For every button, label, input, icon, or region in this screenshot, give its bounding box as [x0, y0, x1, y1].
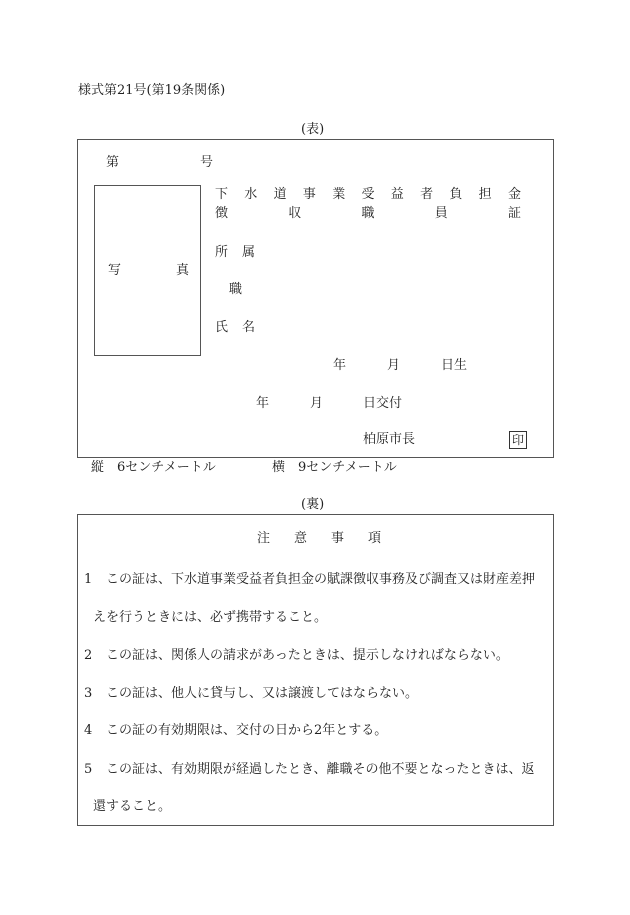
notes-heading-1: 注 — [257, 531, 271, 546]
photo-label-last: 真 — [176, 263, 190, 278]
issue-month-label: 月 — [310, 396, 324, 411]
issuer-name: 柏原市長 — [363, 432, 416, 447]
size-note-width: 横 9センチメートル — [272, 460, 397, 475]
note-1-number: 1 — [84, 572, 93, 587]
birth-year-label: 年 — [333, 358, 347, 373]
number-label-last: 号 — [200, 155, 214, 170]
back-card — [77, 514, 554, 826]
note-4-text: この証の有効期限は、交付の日から2年とする。 — [106, 723, 388, 738]
affiliation-label-last: 属 — [242, 245, 256, 260]
card-title-line1: 下 水 道 事 業 受 益 者 負 担 金 — [215, 187, 521, 202]
birth-day-label: 日生 — [441, 358, 468, 373]
back-section-label: (裏) — [301, 497, 325, 512]
notes-heading-3: 事 — [331, 531, 345, 546]
photo-label-first: 写 — [108, 263, 122, 278]
note-4-number: 4 — [84, 723, 93, 738]
front-section-label: (表) — [301, 122, 325, 137]
position-label: 職 — [229, 282, 243, 297]
note-3-text: この証は、他人に貸与し、又は譲渡してはならない。 — [106, 686, 419, 701]
note-5-number: 5 — [84, 762, 93, 777]
name-label-first: 氏 — [215, 320, 229, 335]
note-1-text-line2: えを行うときには、必ず携帯すること。 — [93, 610, 328, 625]
notes-heading-4: 項 — [368, 531, 382, 546]
name-label-last: 名 — [242, 320, 256, 335]
note-2-text: この証は、関係人の請求があったときは、提示しなければならない。 — [106, 648, 509, 663]
note-3-number: 3 — [84, 686, 93, 701]
affiliation-label-first: 所 — [215, 245, 229, 260]
notes-heading-2: 意 — [294, 531, 308, 546]
seal-mark: 印 — [509, 431, 527, 449]
issue-year-label: 年 — [256, 396, 270, 411]
note-2-number: 2 — [84, 648, 93, 663]
issue-day-label: 日交付 — [363, 396, 403, 411]
size-note-height: 縦 6センチメートル — [91, 460, 216, 475]
note-1-text-line1: この証は、下水道事業受益者負担金の賦課徴収事務及び調査又は財産差押 — [106, 572, 536, 587]
note-5-text-line2: 還すること。 — [93, 799, 172, 814]
number-label-first: 第 — [106, 155, 120, 170]
note-5-text-line1: この証は、有効期限が経過したとき、離職その他不要となったときは、返 — [106, 762, 535, 777]
form-number: 様式第21号(第19条関係) — [78, 83, 226, 98]
card-title-line2: 徴 収 職 員 証 — [215, 206, 521, 221]
birth-month-label: 月 — [387, 358, 401, 373]
